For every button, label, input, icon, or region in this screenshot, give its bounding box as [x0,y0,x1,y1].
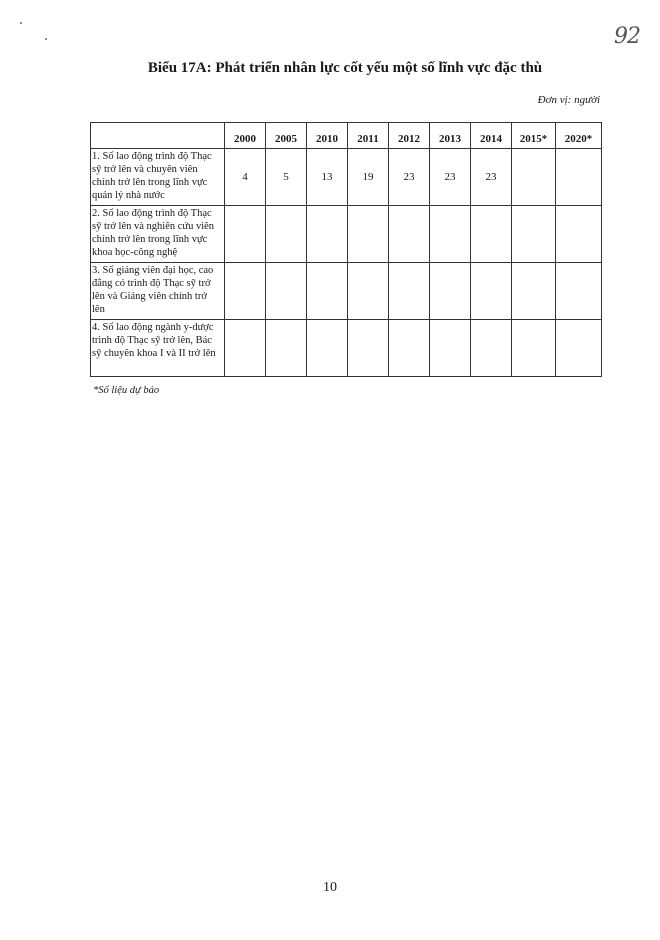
corner-cell [91,123,225,149]
table-cell [307,206,348,263]
row-label: 2. Số lao động trình độ Thạc sỹ trở lên và nghiên cứu viên chính trở lên trong lĩnh vực khoa học-công nghệ [91,206,225,263]
scan-speck [20,22,22,24]
table-cell [389,320,430,377]
table-row [91,206,602,263]
year-header: 2013 [430,123,471,149]
table-cell [471,320,512,377]
table-cell [389,263,430,320]
table-cell [512,149,556,206]
table-cell [266,263,307,320]
row-label: 1. Số lao động trình độ Thạc sỹ trở lên và chuyên viên chính trở lên trong lĩnh vực quản lý nhà nước [91,149,225,206]
year-header: 2005 [266,123,307,149]
table-cell [430,206,471,263]
footnote: *Số liệu dự báo [93,385,160,396]
table-cell [389,206,430,263]
row-label: 4. Số lao động ngành y-dược trình độ Thạc sỹ trở lên, Bác sỹ chuyên khoa I và II trở lên [91,320,225,377]
unit-note: Đơn vị: người [537,94,600,106]
table-cell [225,320,266,377]
table-row [91,149,602,206]
table-cell [348,206,389,263]
table-cell [556,263,602,320]
row-label: 3. Số giảng viên đại học, cao đẳng có trình độ Thạc sỹ trở lên và Giảng viên chính trở lên [91,263,225,320]
table-cell: 23 [471,149,512,206]
table-cell [225,263,266,320]
table-cell [471,263,512,320]
table-cell: 4 [225,149,266,206]
table-cell: 19 [348,149,389,206]
data-table [90,122,602,377]
table-cell [512,206,556,263]
table-cell [348,263,389,320]
header-row [91,123,602,149]
table-cell [307,263,348,320]
table-cell [225,206,266,263]
year-header: 2000 [225,123,266,149]
year-header: 2011 [348,123,389,149]
document-title: Biểu 17A: Phát triển nhân lực cốt yếu một số lĩnh vực đặc thù [147,60,543,76]
table-cell [556,149,602,206]
table-cell: 13 [307,149,348,206]
year-header: 2010 [307,123,348,149]
year-header: 2014 [471,123,512,149]
handwritten-page-mark: 92 [614,24,640,49]
year-header: 2012 [389,123,430,149]
table-cell [556,320,602,377]
year-header: 2020* [556,123,602,149]
table-cell: 23 [430,149,471,206]
table-cell: 23 [389,149,430,206]
table-cell: 5 [266,149,307,206]
table-cell [348,320,389,377]
table-cell [266,206,307,263]
table-cell [556,206,602,263]
table-row [91,320,602,377]
year-header: 2015* [512,123,556,149]
table-cell [307,320,348,377]
table-cell [471,206,512,263]
table-cell [266,320,307,377]
table-cell [512,320,556,377]
page-number: 10 [323,880,337,895]
scan-speck [45,38,47,40]
table-cell [430,320,471,377]
table-cell [430,263,471,320]
table-row [91,263,602,320]
table-cell [512,263,556,320]
